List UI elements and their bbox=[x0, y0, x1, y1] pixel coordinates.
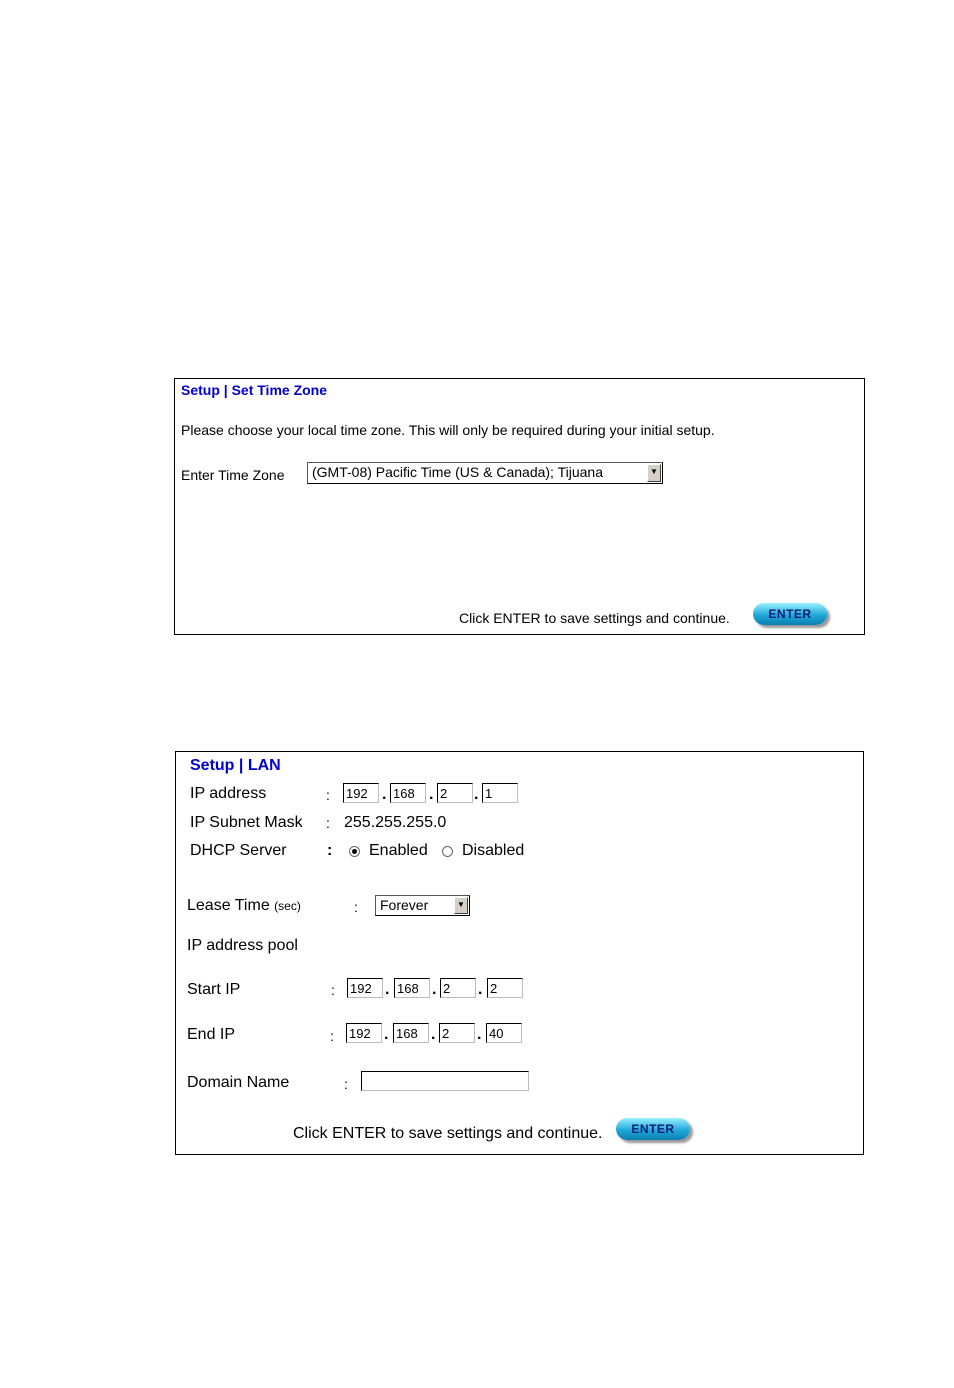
lan-enter-button[interactable]: ENTER bbox=[616, 1118, 690, 1140]
dhcp-disabled-radio[interactable] bbox=[442, 846, 453, 857]
end-ip-octet-3[interactable] bbox=[439, 1023, 475, 1043]
ip-dot: . bbox=[429, 786, 434, 803]
domain-name-input[interactable] bbox=[361, 1071, 529, 1091]
start-ip-octet-1[interactable] bbox=[347, 978, 383, 998]
lease-time-select[interactable] bbox=[375, 895, 470, 916]
dhcp-disabled-label[interactable]: Disabled bbox=[462, 842, 525, 859]
subnet-mask-value: 255.255.255.0 bbox=[344, 814, 447, 831]
colon: : bbox=[327, 842, 333, 859]
ip-octet-2[interactable] bbox=[390, 783, 426, 803]
timezone-enter-button[interactable]: ENTER bbox=[753, 603, 827, 625]
ip-dot: . bbox=[385, 981, 390, 998]
ip-dot: . bbox=[478, 981, 483, 998]
end-ip-octet-2[interactable] bbox=[393, 1023, 429, 1043]
dhcp-enabled-label[interactable]: Enabled bbox=[369, 842, 428, 859]
ip-dot: . bbox=[384, 1026, 389, 1043]
ip-dot: . bbox=[382, 786, 387, 803]
timezone-label: Enter Time Zone bbox=[181, 467, 285, 483]
ip-octet-4[interactable] bbox=[482, 783, 518, 803]
ip-pool-label: IP address pool bbox=[187, 937, 298, 954]
lease-time-label-group bbox=[187, 897, 301, 915]
chevron-down-icon[interactable]: ▼ bbox=[647, 464, 661, 482]
domain-name-label: Domain Name bbox=[187, 1074, 290, 1091]
colon: : bbox=[344, 1076, 348, 1092]
lease-time-label: Lease Time bbox=[187, 897, 270, 914]
subnet-mask-label: IP Subnet Mask bbox=[190, 814, 303, 831]
start-ip-octet-2[interactable] bbox=[394, 978, 430, 998]
ip-dot: . bbox=[477, 1026, 482, 1043]
end-ip-label: End IP bbox=[187, 1026, 236, 1043]
dhcp-enabled-radio[interactable] bbox=[349, 846, 360, 857]
timezone-select[interactable] bbox=[307, 462, 663, 484]
lan-footer-text: Click ENTER to save settings and continue. bbox=[293, 1125, 603, 1142]
start-ip-octet-3[interactable] bbox=[440, 978, 476, 998]
lease-time-unit: (sec) bbox=[274, 899, 301, 913]
ip-dot: . bbox=[474, 786, 479, 803]
timezone-select-value: (GMT-08) Pacific Time (US & Canada); Tijuana bbox=[312, 464, 603, 480]
ip-octet-3[interactable] bbox=[437, 783, 473, 803]
ip-address-label: IP address bbox=[190, 785, 267, 802]
dhcp-server-label: DHCP Server bbox=[190, 842, 287, 859]
lan-panel bbox=[175, 751, 864, 1155]
chevron-down-icon[interactable]: ▼ bbox=[454, 897, 468, 914]
colon: : bbox=[330, 1028, 334, 1044]
colon: : bbox=[354, 899, 358, 915]
timezone-footer-text: Click ENTER to save settings and continue. bbox=[459, 610, 730, 626]
lan-panel-title: Setup | LAN bbox=[190, 757, 281, 774]
start-ip-octet-4[interactable] bbox=[487, 978, 523, 998]
start-ip-label: Start IP bbox=[187, 981, 241, 998]
timezone-panel bbox=[174, 378, 865, 635]
ip-octet-1[interactable] bbox=[343, 783, 379, 803]
timezone-description: Please choose your local time zone. This will only be required during your initial setup. bbox=[181, 422, 715, 438]
ip-dot: . bbox=[432, 981, 437, 998]
colon: : bbox=[326, 815, 330, 831]
ip-dot: . bbox=[431, 1026, 436, 1043]
end-ip-octet-4[interactable] bbox=[486, 1023, 522, 1043]
end-ip-octet-1[interactable] bbox=[346, 1023, 382, 1043]
timezone-panel-title: Setup | Set Time Zone bbox=[181, 382, 328, 398]
colon: : bbox=[326, 787, 330, 803]
colon: : bbox=[331, 982, 335, 998]
lease-time-select-value: Forever bbox=[380, 897, 429, 913]
